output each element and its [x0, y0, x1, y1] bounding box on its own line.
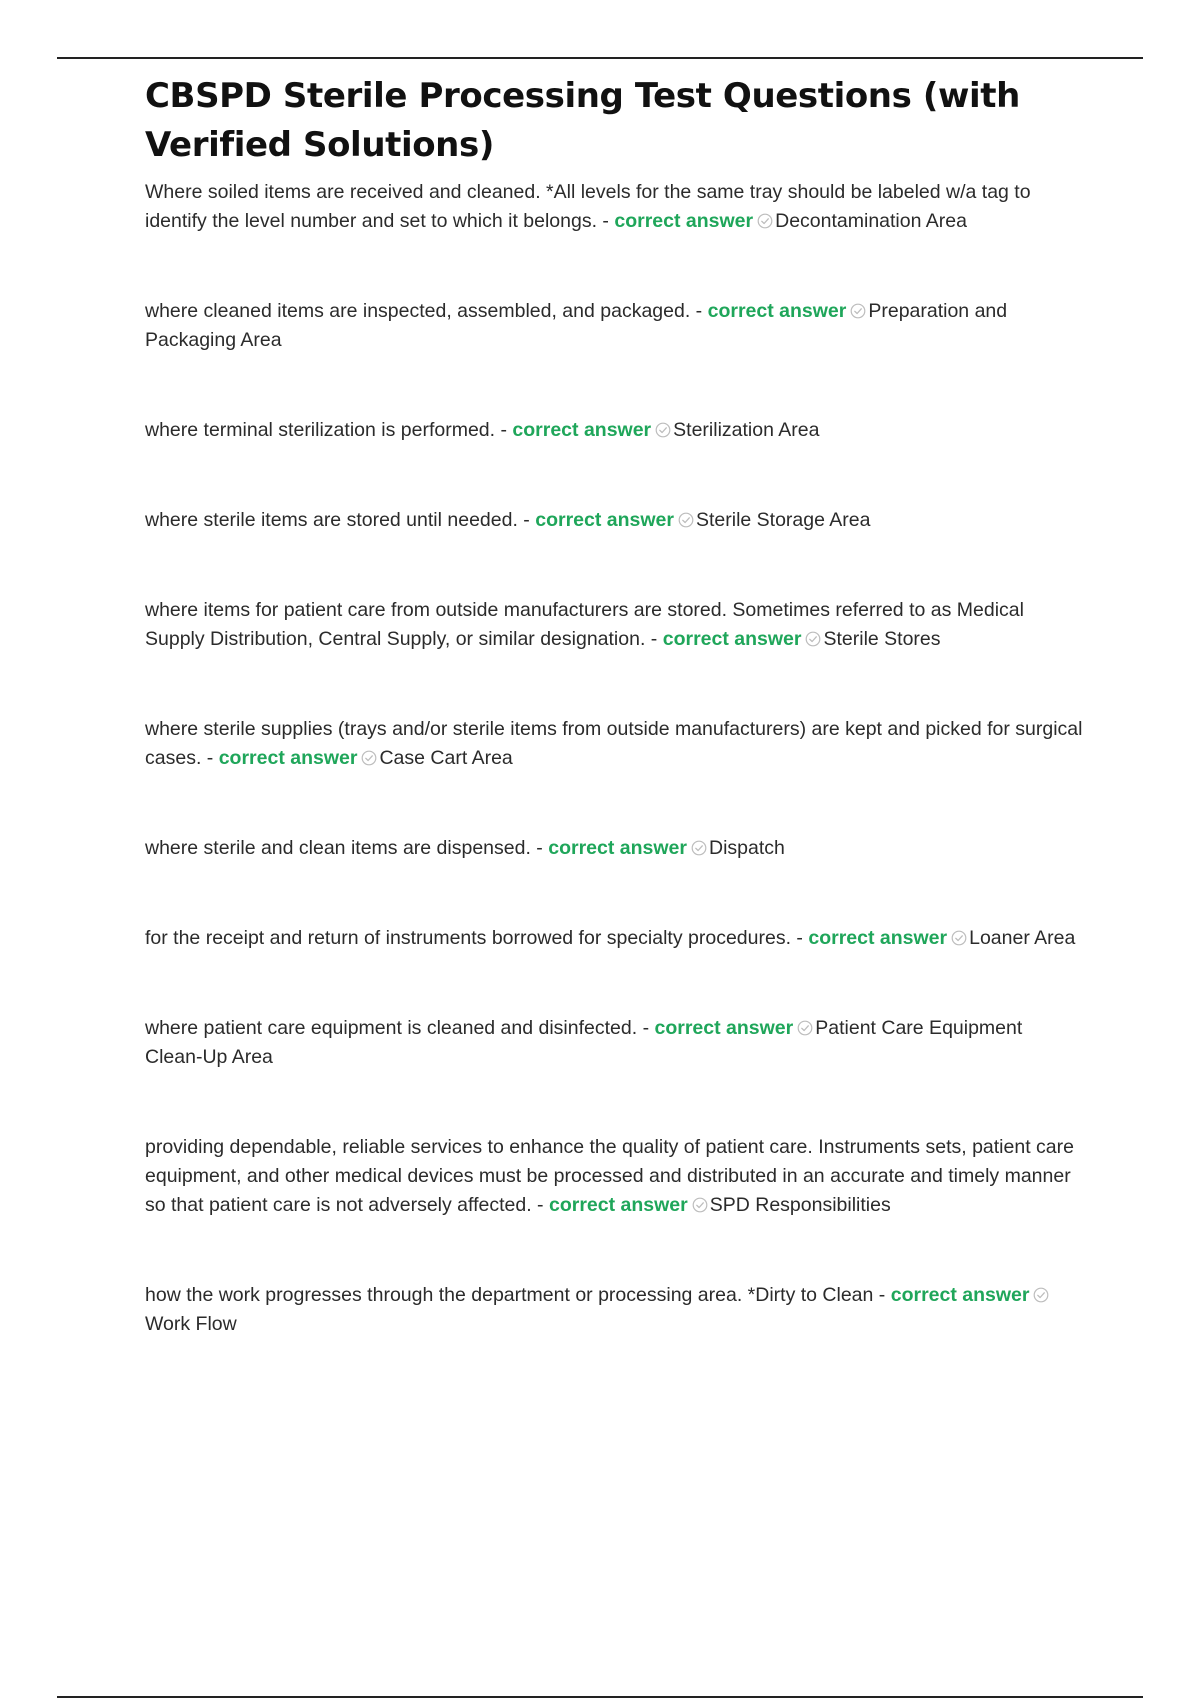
question-text: where terminal sterilization is performed.: [145, 419, 496, 441]
answer-text: Case Cart Area: [379, 747, 513, 769]
correct-answer-label: correct answer: [808, 927, 948, 949]
correct-answer-label: correct answer: [218, 747, 358, 769]
answer-text: SPD Responsibilities: [709, 1194, 891, 1216]
correct-answer-label: correct answer: [548, 837, 687, 859]
question-text: where sterile and clean items are dispensed.: [145, 837, 531, 859]
answer-text: Dispatch: [708, 837, 785, 859]
separator: -: [201, 747, 219, 769]
check-circle-icon: [797, 1020, 813, 1036]
separator: -: [517, 509, 536, 531]
check-circle-icon: [951, 930, 967, 946]
separator: -: [873, 1284, 891, 1306]
qa-item: [145, 834, 1085, 863]
answer-text: Loaner Area: [969, 927, 1076, 949]
qa-item: [145, 1281, 1085, 1339]
separator: -: [645, 628, 663, 650]
answer-text: Patient Care Equipment Clean-Up Area: [145, 1017, 1023, 1068]
answer-text: Sterile Storage Area: [695, 509, 871, 531]
check-circle-icon: [692, 1197, 708, 1213]
question-text: where patient care equipment is cleaned and disinfected.: [145, 1017, 638, 1039]
separator: -: [597, 210, 615, 232]
question-text: where cleaned items are inspected, assembled, and packaged.: [145, 300, 691, 322]
question-text: Where soiled items are received and cleaned. *All levels for the same tray should be labeled w/a tag to identify the level number and set to which it belongs.: [145, 181, 1031, 232]
correct-answer-label: correct answer: [654, 1017, 794, 1039]
correct-answer-label: correct answer: [614, 210, 754, 232]
separator: -: [791, 927, 809, 949]
qa-item: [145, 178, 1085, 236]
answer-text: Decontamination Area: [775, 210, 967, 232]
correct-answer-label: correct answer: [535, 509, 674, 531]
separator: -: [530, 837, 549, 859]
qa-item: [145, 924, 1085, 953]
correct-answer-label: correct answer: [512, 419, 652, 441]
qa-item: [145, 596, 1085, 654]
answer-text: Work Flow: [145, 1313, 237, 1335]
correct-answer-label: correct answer: [662, 628, 802, 650]
check-circle-icon: [678, 512, 694, 528]
check-circle-icon: [691, 840, 707, 856]
check-circle-icon: [805, 631, 821, 647]
question-text: providing dependable, reliable services to enhance the quality of patient care. Instruments sets, patient care equipment, and other medical devices must be processed and distributed in an accurate and timely manner so that patient care is not adversely affected.: [145, 1136, 1074, 1216]
bottom-rule: [57, 1696, 1143, 1698]
check-circle-icon: [361, 750, 377, 766]
question-text: for the receipt and return of instruments borrowed for specialty procedures.: [145, 927, 791, 949]
separator: -: [637, 1017, 655, 1039]
correct-answer-label: correct answer: [707, 300, 847, 322]
document-body: [145, 72, 1085, 1400]
qa-item: [145, 297, 1085, 355]
qa-list: [145, 178, 1085, 1339]
check-circle-icon: [757, 213, 773, 229]
question-text: where items for patient care from outside manufacturers are stored. Sometimes referred to as Medical Supply Distribution, Central Supply, or similar designation.: [145, 599, 1024, 650]
qa-item: [145, 1014, 1085, 1072]
separator: -: [531, 1194, 549, 1216]
question-text: how the work progresses through the department or processing area. *Dirty to Clean: [145, 1284, 874, 1306]
qa-item: [145, 416, 1085, 445]
check-circle-icon: [655, 422, 671, 438]
top-rule: [57, 57, 1143, 59]
document-title: CBSPD Sterile Processing Test Questions (with Verified Solutions): [145, 76, 1020, 165]
qa-item: [145, 506, 1085, 535]
separator: -: [495, 419, 513, 441]
correct-answer-label: correct answer: [890, 1284, 1030, 1306]
separator: -: [690, 300, 708, 322]
question-text: where sterile supplies (trays and/or sterile items from outside manufacturers) are kept and picked for surgical cases.: [145, 718, 1083, 769]
check-circle-icon: [850, 303, 866, 319]
qa-item: [145, 1133, 1085, 1220]
qa-item: [145, 715, 1085, 773]
answer-text: Preparation and Packaging Area: [145, 300, 1008, 351]
question-text: where sterile items are stored until needed.: [145, 509, 518, 531]
answer-text: Sterile Stores: [823, 628, 941, 650]
check-circle-icon: [1033, 1287, 1049, 1303]
answer-text: Sterilization Area: [673, 419, 820, 441]
correct-answer-label: correct answer: [548, 1194, 688, 1216]
